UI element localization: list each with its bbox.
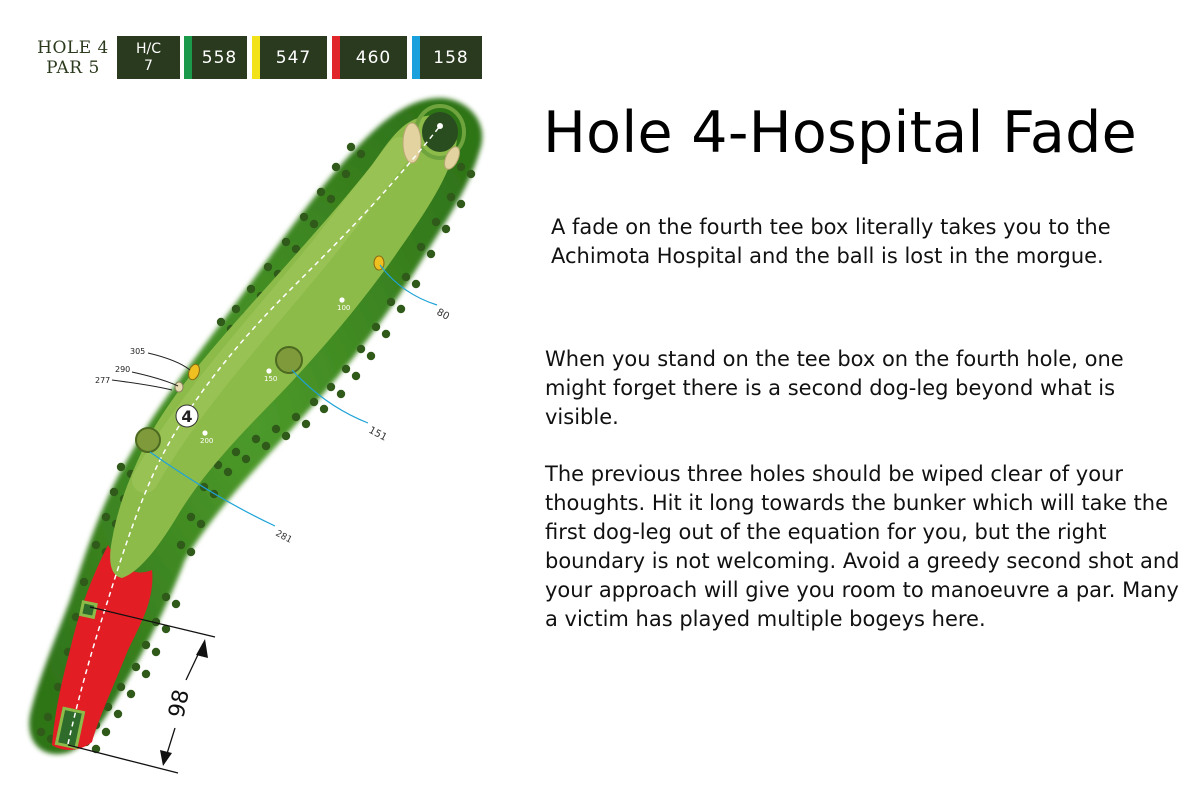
tee-yards-green xyxy=(192,36,247,79)
tree-87 xyxy=(114,710,122,718)
description-paragraph-1: A fade on the fourth tee box literally takes you to the Achimota Hospital and the ball is lost in the morgue. xyxy=(551,215,1111,268)
tree-85 xyxy=(127,690,135,698)
tree-3 xyxy=(342,170,350,178)
tree-54 xyxy=(342,365,350,373)
tree-66 xyxy=(232,448,240,456)
tree-58 xyxy=(310,398,318,406)
tree-50 xyxy=(372,323,380,331)
tee-stripe-yellow xyxy=(252,36,260,79)
tree-0 xyxy=(347,143,355,151)
description-paragraph-2: When you stand on the tee box on the fourth hole, one might forget there is a second dog-leg beyond what is visible. xyxy=(545,347,1124,429)
hole-number-badge-label: 4 xyxy=(181,407,193,426)
tree-2 xyxy=(332,163,340,171)
tree-48 xyxy=(387,298,395,306)
tree-61 xyxy=(302,420,310,428)
tree-60 xyxy=(292,413,300,421)
distance-80: 80 xyxy=(434,306,451,323)
marker-200-dot xyxy=(202,430,207,435)
tree-12 xyxy=(247,285,255,293)
page-title: Hole 4-Hospital Fade xyxy=(543,100,1138,166)
tree-34 xyxy=(44,713,52,721)
tee-yards-red xyxy=(340,36,407,79)
tree-1 xyxy=(357,150,365,158)
tree-36 xyxy=(37,728,45,736)
tree-84 xyxy=(117,683,125,691)
description-paragraph-3: The previous three holes should be wiped clear of your thoughts. Hit it long towards the bunker which will take the first dog-leg out of the equation for you, but the right boundary is not welcoming. Avoid a greedy second shot and your approach will give you room to manoeuvre a par. Many a victim has played multiple bogeys here. xyxy=(545,462,1180,631)
tree-43 xyxy=(442,225,450,233)
tee-stripe-green xyxy=(184,36,192,79)
tee-yards-blue xyxy=(420,36,482,79)
tree-20 xyxy=(110,488,118,496)
tree-62 xyxy=(272,425,280,433)
tree-38 xyxy=(457,163,465,171)
green-area xyxy=(422,112,458,152)
tree-64 xyxy=(252,435,260,443)
tee-yards-green-value: 558 xyxy=(201,47,238,68)
tree-75 xyxy=(187,548,195,556)
handicap-value: 7 xyxy=(144,57,153,74)
tree-73 xyxy=(197,520,205,528)
tree-57 xyxy=(337,390,345,398)
carry-line-305 xyxy=(148,353,190,370)
tee-yards-blue-value: 158 xyxy=(433,47,469,68)
fairway-bunker-left-2 xyxy=(175,382,183,392)
distance-151: 151 xyxy=(366,424,389,444)
green-bunker-left xyxy=(403,123,421,163)
tree-42 xyxy=(432,218,440,226)
fairway xyxy=(110,115,457,578)
tree-77 xyxy=(172,600,180,608)
tree-81 xyxy=(152,648,160,656)
tee-yards-red-value: 460 xyxy=(355,47,392,68)
marker-150-label: 150 xyxy=(264,375,278,383)
fairway-tree-2 xyxy=(136,428,160,452)
tree-5 xyxy=(327,195,335,203)
tree-39 xyxy=(467,170,475,178)
tree-7 xyxy=(310,220,318,228)
distance-277: 277 xyxy=(95,376,111,385)
distance-305: 305 xyxy=(130,347,146,356)
tree-47 xyxy=(412,280,420,288)
marker-200-label: 200 xyxy=(200,437,214,445)
tree-14 xyxy=(232,305,240,313)
hole-number-label: HOLE 4 xyxy=(37,38,109,58)
tee-stripe-red xyxy=(332,36,340,79)
tree-72 xyxy=(187,513,195,521)
tree-16 xyxy=(217,318,225,326)
tree-18 xyxy=(117,463,125,471)
tree-74 xyxy=(177,541,185,549)
tree-69 xyxy=(224,468,232,476)
tree-22 xyxy=(102,513,110,521)
tree-40 xyxy=(447,193,455,201)
handicap-label: H/C xyxy=(135,40,162,57)
tree-76 xyxy=(162,593,170,601)
tree-8 xyxy=(282,238,290,246)
carry-line-277 xyxy=(112,380,172,390)
tree-67 xyxy=(242,455,250,463)
tee-length-label: 98 xyxy=(164,687,195,720)
tee-stripe-blue xyxy=(412,36,420,79)
tee-yards-yellow-value: 547 xyxy=(275,47,312,68)
tee-yards-yellow xyxy=(260,36,327,79)
marker-100-label: 100 xyxy=(337,304,351,312)
tree-83 xyxy=(142,670,150,678)
tree-80 xyxy=(142,641,150,649)
tree-52 xyxy=(357,345,365,353)
tree-49 xyxy=(397,305,405,313)
tree-63 xyxy=(282,432,290,440)
hole-par-label xyxy=(30,38,116,78)
tree-41 xyxy=(457,200,465,208)
par-label: PAR 5 xyxy=(46,58,100,78)
marker-150-dot xyxy=(266,368,271,373)
tree-24 xyxy=(92,541,100,549)
tree-6 xyxy=(300,213,308,221)
tree-56 xyxy=(327,383,335,391)
fairway-tree-1 xyxy=(276,347,302,373)
tree-26 xyxy=(80,578,88,586)
tree-59 xyxy=(320,405,328,413)
tree-45 xyxy=(427,250,435,258)
tree-82 xyxy=(132,663,140,671)
tee-box-front xyxy=(81,602,96,617)
tree-53 xyxy=(367,352,375,360)
dimension-arrowhead-up xyxy=(196,639,208,658)
hole-map xyxy=(0,80,500,800)
tree-55 xyxy=(352,372,360,380)
distance-281: 281 xyxy=(273,528,294,546)
tree-89 xyxy=(102,728,110,736)
dimension-line-bottom xyxy=(68,745,178,773)
dimension-arrowhead-down xyxy=(160,750,172,766)
tree-65 xyxy=(262,442,270,450)
marker-100-dot xyxy=(339,297,344,302)
tree-51 xyxy=(382,330,390,338)
handicap-box xyxy=(117,36,180,79)
tree-46 xyxy=(402,273,410,281)
tree-10 xyxy=(264,263,272,271)
tree-44 xyxy=(417,243,425,251)
distance-290: 290 xyxy=(115,365,131,374)
tree-4 xyxy=(317,188,325,196)
